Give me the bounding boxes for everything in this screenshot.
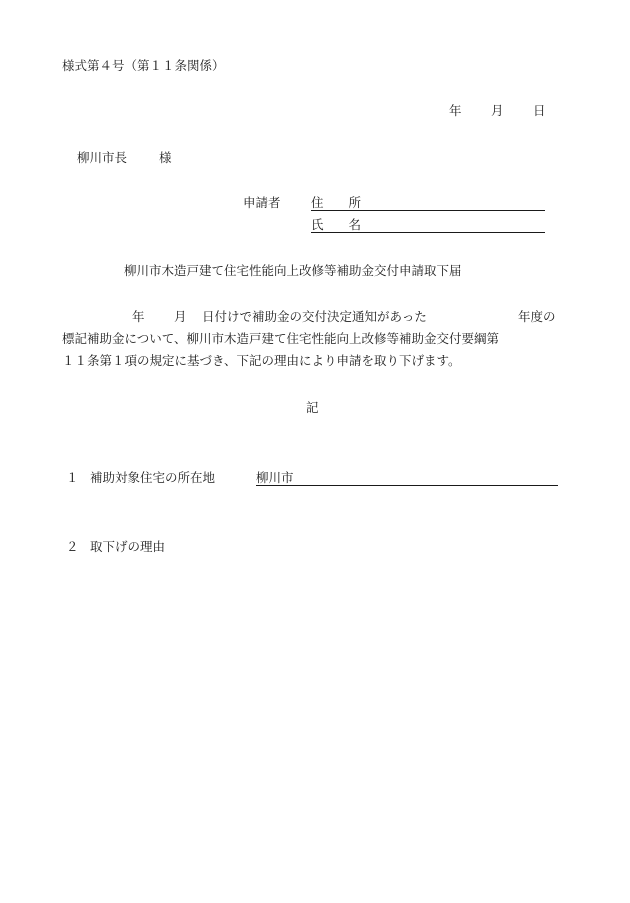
date-year: 年 xyxy=(449,103,462,118)
body-month: 月 xyxy=(174,309,187,324)
item-2-label: 取下げの理由 xyxy=(90,539,166,554)
applicant-name-field[interactable] xyxy=(311,232,545,233)
item-2-number: ２ xyxy=(66,539,79,554)
item-1-number: １ xyxy=(66,470,79,485)
body-year: 年 xyxy=(132,309,145,324)
applicant-address-label: 住 所 xyxy=(311,195,362,210)
addressee-honorific: 様 xyxy=(159,150,172,165)
item-1-value: 柳川市 xyxy=(256,470,294,485)
body-line-2: 標記補助金について、柳川市木造戸建て住宅性能向上改修等補助金交付要綱第 xyxy=(62,331,500,346)
body-line-1-text: 日付けで補助金の交付決定通知があった xyxy=(202,309,427,324)
body-fiscal-year: 年度の xyxy=(518,309,556,324)
ki-heading: 記 xyxy=(306,400,319,415)
addressee-name: 柳川市長 xyxy=(77,150,128,165)
item-1-field[interactable] xyxy=(256,485,558,486)
date-month: 月 xyxy=(491,103,504,118)
document-title: 柳川市木造戸建て住宅性能向上改修等補助金交付申請取下届 xyxy=(124,263,462,278)
applicant-label: 申請者 xyxy=(243,195,281,210)
applicant-address-field[interactable] xyxy=(311,210,545,211)
applicant-name-label: 氏 名 xyxy=(311,217,362,232)
body-line-1 xyxy=(62,306,562,328)
body-line-3: １１条第１項の規定に基づき、下記の理由により申請を取り下げます。 xyxy=(62,353,461,368)
item-1-label: 補助対象住宅の所在地 xyxy=(90,470,216,485)
date-day: 日 xyxy=(533,103,546,118)
body-paragraph xyxy=(62,306,562,372)
form-id: 様式第４号（第１１条関係） xyxy=(62,58,225,73)
